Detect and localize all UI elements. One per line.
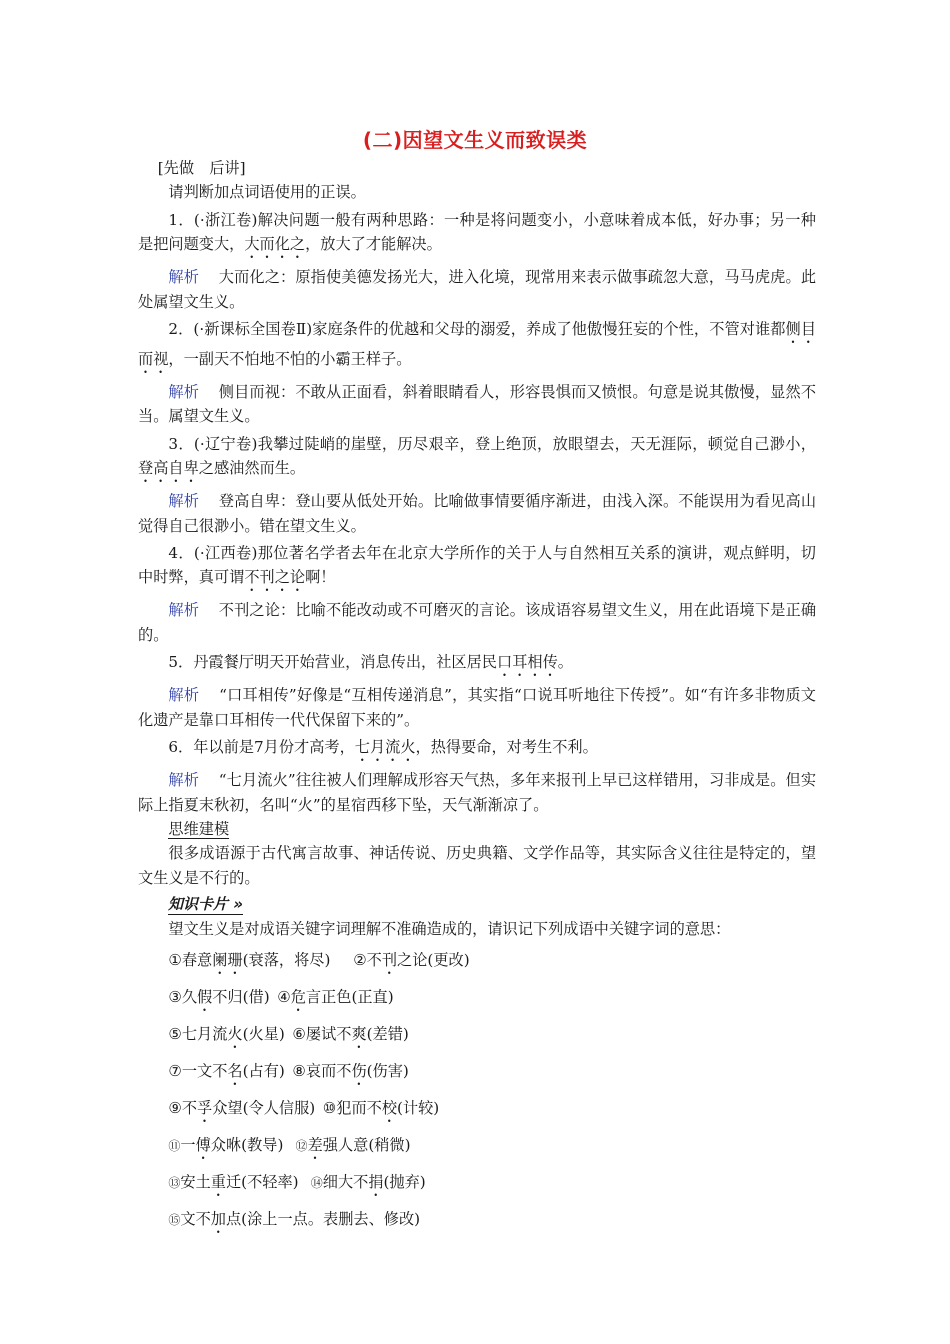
idiom-number: ⑭ xyxy=(310,1175,323,1190)
idiom-text: 哀而不 xyxy=(305,1061,352,1080)
exercise-analysis xyxy=(138,683,816,732)
idiom-row xyxy=(138,1207,816,1237)
idiom-number: ⑩ xyxy=(322,1098,337,1117)
idiom-text: 久 xyxy=(181,987,198,1006)
question-text: 6．年以前是7月份才高考， xyxy=(168,738,355,757)
idiom-meaning: (火星) xyxy=(242,1024,285,1043)
idiom-meaning: (不轻率) xyxy=(241,1172,299,1191)
idiom-entry xyxy=(292,1025,408,1043)
idiom-key-char: 差 xyxy=(307,1135,323,1154)
idiom-meaning: (计较) xyxy=(397,1098,440,1117)
idiom-key-char: 火 xyxy=(227,1024,243,1043)
idiom-entry xyxy=(168,1062,284,1080)
model-heading: 思维建模 xyxy=(168,819,230,838)
analysis-text: 侧目而视：不敢从正面看，斜着眼睛看人，形容畏惧而又愤恨。句意是说其傲慢，显然不当。属望文生义。 xyxy=(138,383,817,426)
idiom-text: 犯而不 xyxy=(336,1098,382,1117)
idiom-text: 细大不 xyxy=(322,1172,369,1191)
idiom-text: 一文不 xyxy=(181,1061,228,1080)
idiom-entry xyxy=(168,1173,298,1191)
section-tag: [先做 后讲] xyxy=(157,159,246,177)
idiom-key-char: 危 xyxy=(290,987,306,1006)
idiom-entry xyxy=(292,1062,408,1080)
idiom-text: 春意 xyxy=(181,950,213,969)
exercise-question xyxy=(138,650,816,680)
idiom-entry xyxy=(168,988,269,1006)
idiom-text: 迁 xyxy=(225,1172,242,1191)
idiom-meaning: (更改) xyxy=(427,950,470,969)
card-heading: 知识卡片 » xyxy=(168,895,243,914)
question-text: 5．丹霞餐厅明天开始营业，消息传出，社区居民 xyxy=(168,653,497,672)
idiom-number: ① xyxy=(168,950,182,969)
idiom-row xyxy=(138,1059,816,1089)
idiom-row xyxy=(138,1022,816,1052)
idiom-entry xyxy=(168,1210,420,1228)
idiom-number: ⑪ xyxy=(168,1138,181,1153)
idiom-entry xyxy=(277,988,393,1006)
dotted-idiom: 口耳相传 xyxy=(497,653,558,672)
analysis-text: “口耳相传”好像是“互相传递消息”，其实指“口说耳听地往下传授”。如“有许多非物质文化遗产是靠口耳相传一代代保留下来的”。 xyxy=(138,686,816,729)
idiom-text: 点 xyxy=(225,1209,242,1228)
idiom-meaning: (借) xyxy=(242,987,270,1006)
exercise-question xyxy=(138,735,816,765)
idiom-text: 一 xyxy=(180,1135,196,1154)
idiom-number: ⑮ xyxy=(168,1212,181,1227)
card-heading-line xyxy=(138,892,816,916)
card-intro: 望文生义是对成语关键字词理解不准确造成的，请识记下列成语中关键字词的意思： xyxy=(168,919,731,938)
idiom-entry xyxy=(168,1099,315,1117)
idiom-number: ⑬ xyxy=(168,1175,181,1190)
idiom-key-char: 傅 xyxy=(195,1135,211,1154)
page-title: (二)因望文生义而致误类 xyxy=(362,128,588,152)
idiom-list xyxy=(138,948,816,1237)
question-text: 啊！ xyxy=(305,568,336,587)
idiom-row xyxy=(138,1133,816,1163)
analysis-text: 大而化之：原指使美德发扬光大，进入化境，现常用来表示做事疏忽大意，马马虎虎。此处属望文生义。 xyxy=(138,268,817,311)
idiom-meaning: (衰落，将尽) xyxy=(242,950,331,969)
analysis-text: 不刊之论：比喻不能改动或不可磨灭的言论。该成语容易望文生义，用在此语境下是正确的。 xyxy=(138,601,817,644)
idiom-key-char: 阑珊 xyxy=(212,950,243,969)
question-text: 4．(·江西卷)那位著名学者去年在北京大学所作的关于人与自然相互关系的演讲，观点鲜明，切中时弊，真可谓 xyxy=(138,544,816,587)
idiom-entry xyxy=(296,1136,411,1154)
dotted-idiom: 登高自卑 xyxy=(138,459,199,478)
idiom-row xyxy=(138,985,816,1015)
idiom-number: ⑨ xyxy=(168,1098,182,1117)
exercise-list xyxy=(138,208,816,817)
idiom-text: 不归 xyxy=(212,987,243,1006)
idiom-key-char: 刊 xyxy=(381,950,398,969)
question-text: 3．(·辽宁卷)我攀过陡峭的崖壁，历尽艰辛，登上绝顶，放眼望去，天无涯际，顿觉自己渺小， xyxy=(168,434,816,453)
idiom-entry xyxy=(168,951,330,969)
idiom-meaning: (抛弃) xyxy=(383,1172,426,1191)
dotted-idiom: 七月流火 xyxy=(354,738,416,757)
analysis-label: 解析 xyxy=(168,686,200,705)
idiom-key-char: 爽 xyxy=(351,1024,367,1043)
idiom-key-char: 孚 xyxy=(197,1098,213,1117)
question-text: 1．(·浙江卷)解决问题一般有两种思路：一种是将问题变小，小意味着成本低，好办事；另一种是把问题变大， xyxy=(138,210,816,254)
idiom-key-char: 加 xyxy=(210,1209,226,1228)
idiom-meaning: (稍微) xyxy=(368,1135,411,1154)
idiom-key-char: 校 xyxy=(381,1098,397,1117)
model-heading-line xyxy=(138,817,816,841)
exercise-analysis xyxy=(138,598,816,647)
analysis-label: 解析 xyxy=(168,268,200,287)
analysis-text: “七月流火”往往被人们理解成形容天气热，多年来报刊上早已这样错用，习非成是。但实际上指夏末秋初，名叫“火”的星宿西移下坠，天气渐渐凉了。 xyxy=(138,771,817,814)
exercise-analysis xyxy=(138,380,816,429)
dotted-idiom: 侧目而视 xyxy=(138,320,817,369)
analysis-label: 解析 xyxy=(168,492,200,511)
idiom-text: 不 xyxy=(366,950,382,969)
exercise-question xyxy=(138,432,816,486)
idiom-entry xyxy=(323,1099,439,1117)
analysis-label: 解析 xyxy=(168,601,200,620)
idiom-meaning: (伤害) xyxy=(366,1061,409,1080)
idiom-text: 强人意 xyxy=(322,1135,369,1154)
idiom-number: ③ xyxy=(168,987,182,1006)
idiom-text: 文不 xyxy=(180,1209,211,1228)
exercise-analysis xyxy=(138,489,816,538)
idiom-key-char: 名 xyxy=(227,1061,243,1080)
idiom-text: 七月流 xyxy=(181,1024,228,1043)
exercise-question xyxy=(138,208,816,262)
question-text: 。 xyxy=(557,653,573,672)
idiom-row xyxy=(138,948,816,978)
dotted-idiom: 大而化之 xyxy=(244,235,306,254)
idiom-entry xyxy=(311,1173,426,1191)
idiom-entry xyxy=(353,951,469,969)
idiom-text: 之论 xyxy=(397,950,428,969)
idiom-meaning: (正直) xyxy=(351,987,394,1006)
idiom-number: ⑥ xyxy=(292,1024,306,1043)
instruction: 请判断加点词语使用的正误。 xyxy=(168,183,366,202)
idiom-meaning: (差错) xyxy=(366,1024,409,1043)
idiom-row xyxy=(138,1170,816,1200)
exercise-analysis xyxy=(138,265,816,314)
exercise-analysis xyxy=(138,768,816,817)
idiom-key-char: 伤 xyxy=(351,1061,367,1080)
idiom-key-char: 捐 xyxy=(368,1172,384,1191)
idiom-text: 众咻 xyxy=(210,1135,242,1154)
dotted-idiom: 不刊之论 xyxy=(244,568,306,587)
idiom-number: ⑤ xyxy=(168,1024,182,1043)
idiom-key-char: 重 xyxy=(210,1172,226,1191)
document-body xyxy=(138,156,816,1237)
idiom-number: ⑫ xyxy=(295,1138,308,1153)
idiom-text: 屡试不 xyxy=(305,1024,352,1043)
idiom-text: 安土 xyxy=(180,1172,211,1191)
question-text: ，一副天不怕地不怕的小霸王样子。 xyxy=(168,350,412,369)
question-text: 2．(·新课标全国卷Ⅱ)家庭条件的优越和父母的溺爱，养成了他傲慢狂妄的个性，不管对谁都 xyxy=(168,320,786,339)
idiom-key-char: 假 xyxy=(197,987,213,1006)
idiom-text: 言正色 xyxy=(305,987,352,1006)
analysis-label: 解析 xyxy=(168,771,200,790)
idiom-text: 众望 xyxy=(212,1098,243,1117)
analysis-label: 解析 xyxy=(168,383,200,402)
idiom-number: ④ xyxy=(277,987,291,1006)
analysis-text: 登高自卑：登山要从低处开始。比喻做事情要循序渐进，由浅入深。不能误用为看见高山觉得自己很渺小。错在望文生义。 xyxy=(138,492,817,535)
question-text: ，热得要命，对考生不利。 xyxy=(415,738,598,757)
idiom-meaning: (占有) xyxy=(242,1061,285,1080)
idiom-meaning: (令人信服) xyxy=(242,1098,316,1117)
question-text: ，放大了才能解决。 xyxy=(305,235,442,254)
idiom-row xyxy=(138,1096,816,1126)
idiom-meaning: (涂上一点。表删去、修改) xyxy=(241,1209,421,1228)
idiom-entry xyxy=(168,1136,283,1154)
idiom-meaning: (教导) xyxy=(241,1135,284,1154)
idiom-number: ② xyxy=(353,950,367,969)
idiom-number: ⑦ xyxy=(168,1061,182,1080)
idiom-number: ⑧ xyxy=(292,1061,306,1080)
model-text: 很多成语源于古代寓言故事、神话传说、历史典籍、文学作品等，其实际含义往往是特定的，望文生义是不行的。 xyxy=(138,844,816,887)
idiom-entry xyxy=(168,1025,284,1043)
exercise-question xyxy=(138,317,816,377)
exercise-question xyxy=(138,541,816,595)
question-text: 之感油然而生。 xyxy=(198,459,306,478)
idiom-text: 不 xyxy=(181,1098,198,1117)
